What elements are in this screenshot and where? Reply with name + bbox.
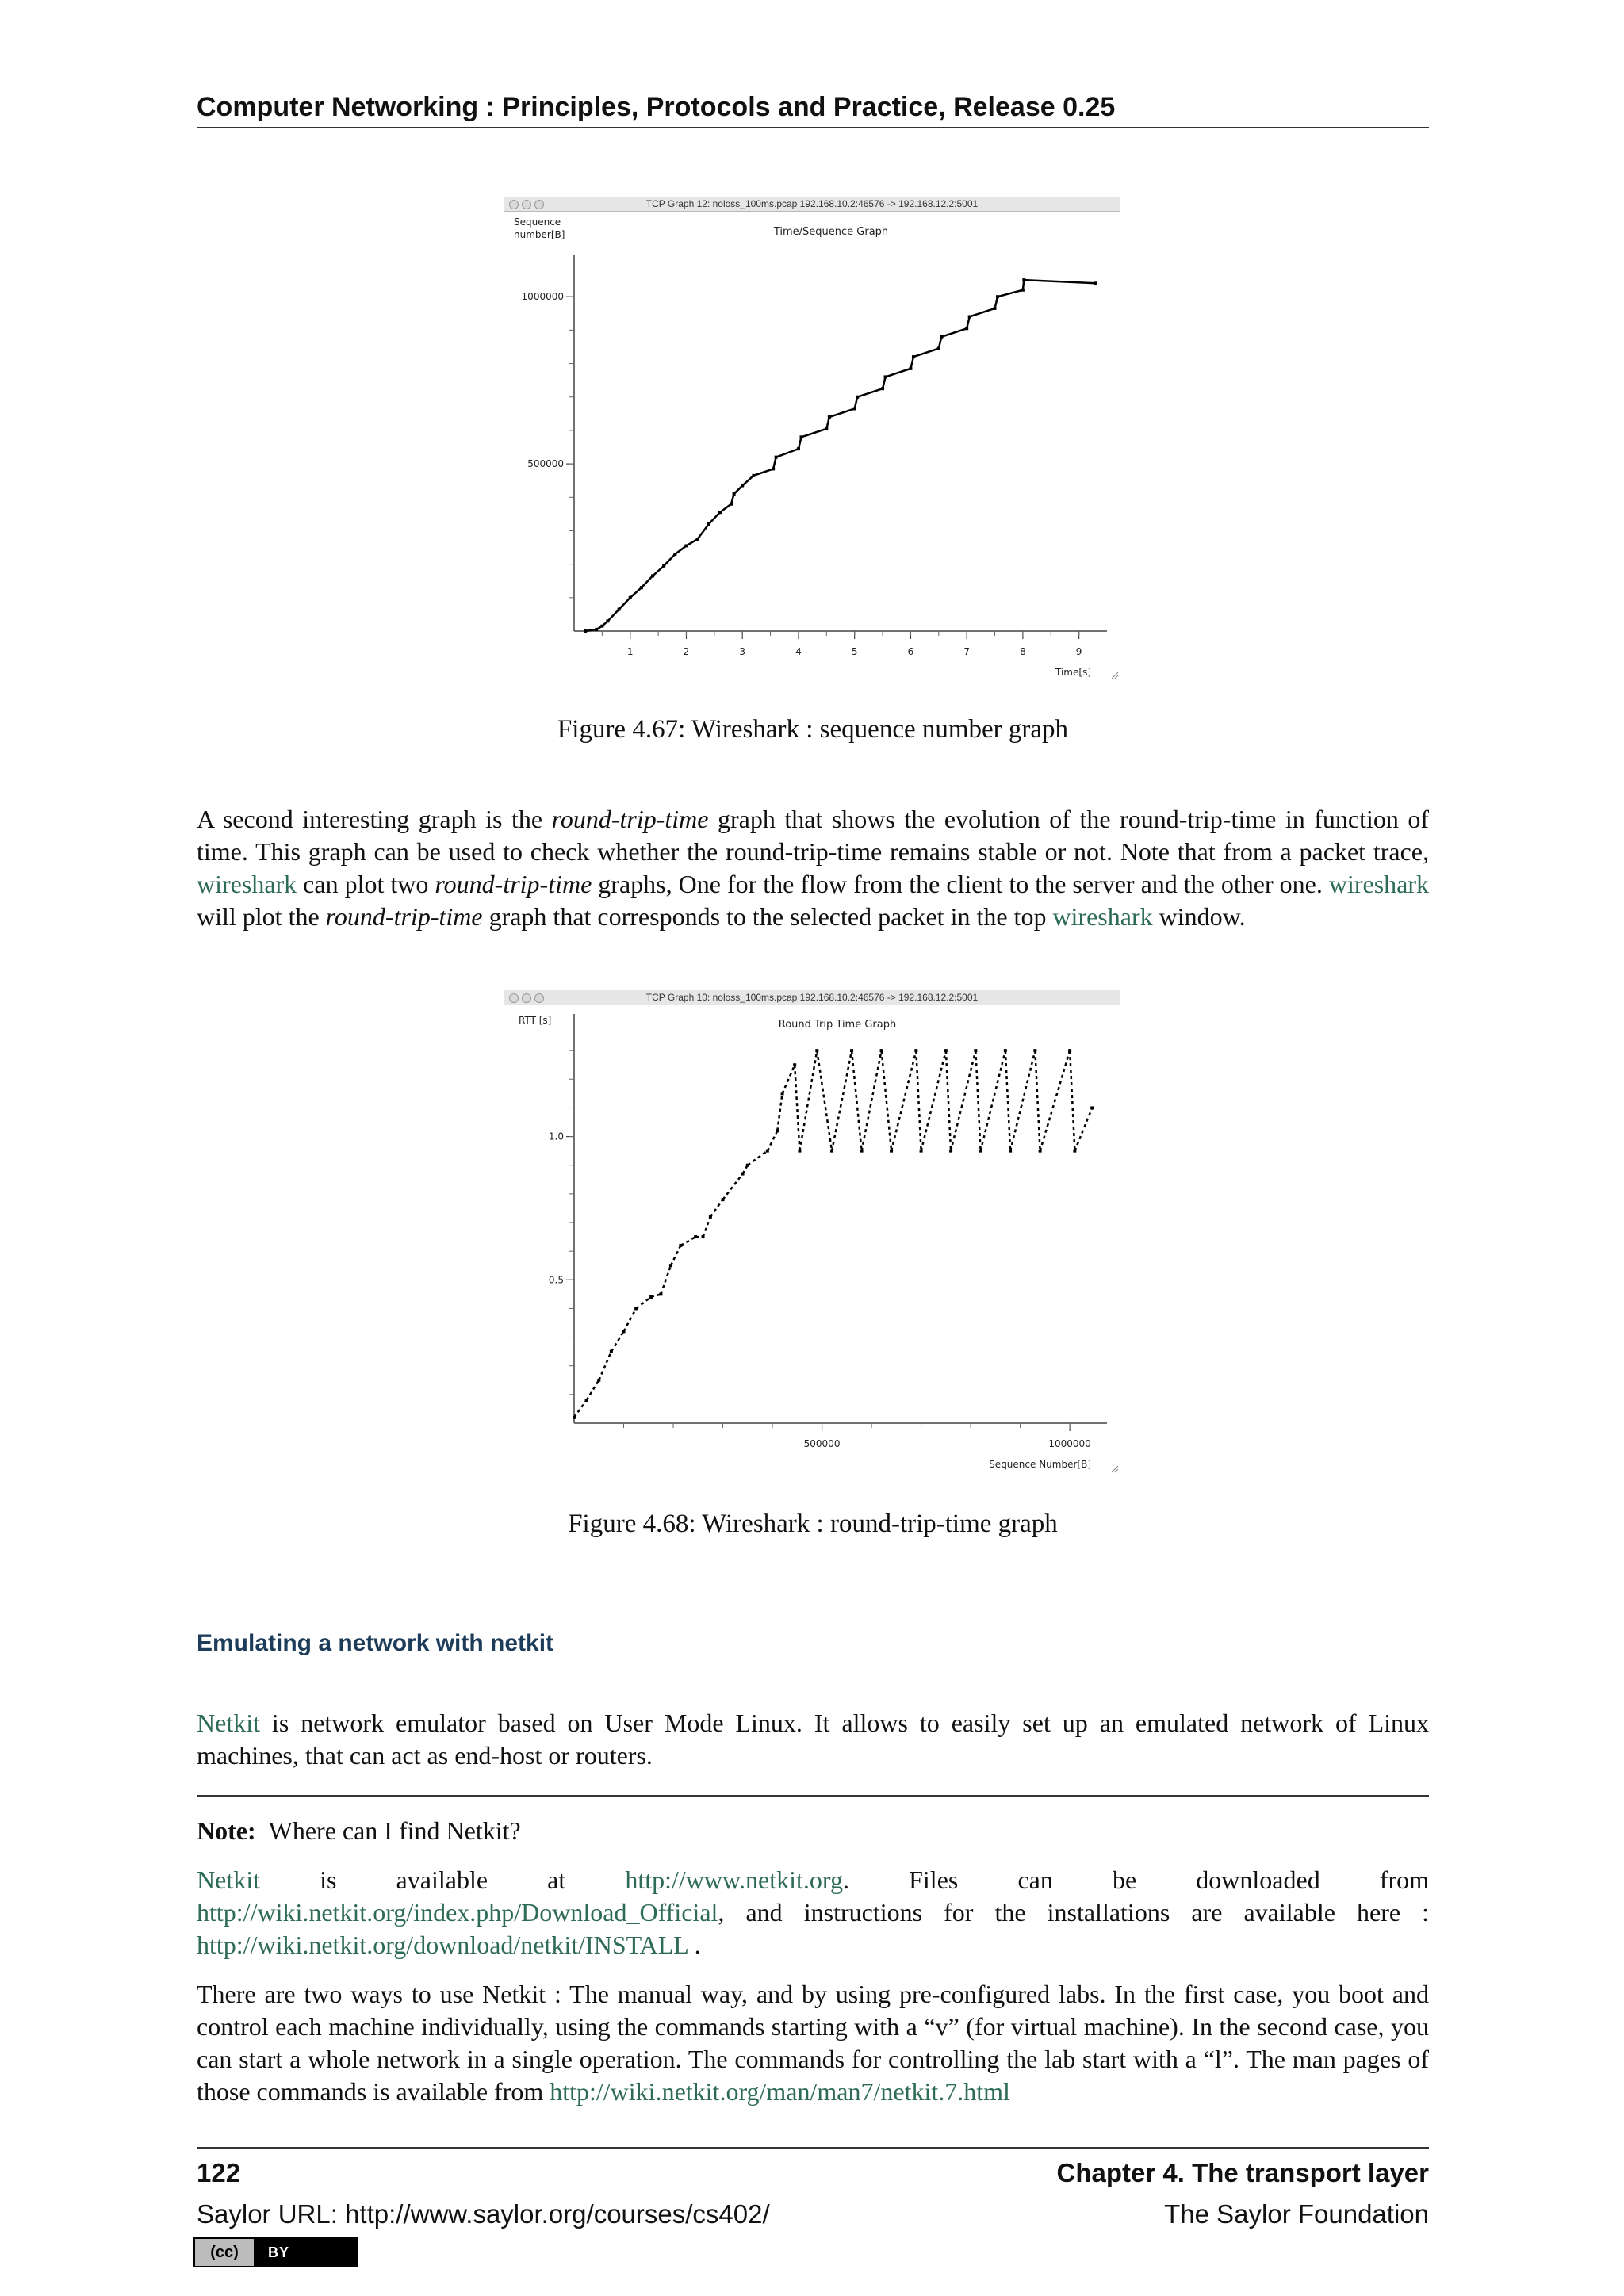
y-axis-label: Sequence [514,216,561,228]
data-segment [855,397,858,409]
netkit-man-link[interactable]: http://wiki.netkit.org/man/man7/netkit.7.html [550,2077,1010,2106]
x-tick-label: 9 [1075,646,1082,657]
data-segment [611,1331,624,1351]
data-segment [574,1400,587,1418]
data-segment [852,1050,862,1151]
data-segment [1023,280,1024,290]
data-segment [1040,1050,1071,1151]
data-segment [624,1308,637,1331]
resize-grip-icon [1112,1466,1118,1472]
data-segment [607,610,619,622]
note-body-1 [197,1864,1429,1961]
wireshark-link[interactable]: wireshark [1052,902,1153,931]
y-axis-label: RTT [s] [519,1015,552,1026]
text: is network emulator based on User Mode Linux. It allows to easily set up an emulated network of Linux machines, that can act as end-host or routers. [197,1709,1429,1770]
data-segment [661,1265,671,1294]
note-heading [197,1815,1429,1847]
term-rtt: round-trip-time [551,805,709,833]
x-tick-label: 7 [963,646,970,657]
x-axis-label: Sequence Number[B] [989,1459,1091,1470]
data-segment [883,377,886,388]
figure2-caption: Figure 4.68: Wireshark : round-trip-time graph [568,1510,1058,1538]
footer-rule [197,2147,1429,2149]
netkit-download-link[interactable]: http://wiki.netkit.org/index.php/Download_Official [197,1898,718,1927]
foundation-name: The Saylor Foundation [1164,2199,1429,2229]
netkit-paragraph [197,1707,1429,1772]
data-segment [829,408,855,417]
data-segment [939,337,942,349]
netkit-link[interactable]: Netkit [197,1866,260,1894]
data-segment [1010,1050,1035,1151]
term-rtt: round-trip-time [435,870,592,898]
data-segment [799,437,802,449]
data-segment [587,1380,599,1400]
y-tick-label: 1.0 [548,1131,564,1142]
data-segment [832,1050,852,1151]
data-segment [941,328,967,337]
data-segment [891,1050,916,1151]
data-segment [1024,280,1096,283]
figure1-caption: Figure 4.67: Wireshark : sequence number graph [557,715,1069,744]
data-segment [599,1352,611,1380]
page-number: 122 [197,2158,241,2187]
data-segment [951,1050,975,1151]
saylor-url: Saylor URL: http://www.saylor.org/courses/cs402/ [197,2199,770,2229]
text: . [688,1931,701,1959]
text: graphs, One for the flow from the client to the server and the other one. [592,870,1329,898]
data-segment [596,626,602,629]
data-segment [981,1050,1005,1151]
resize-grip-icon [1112,672,1118,679]
x-tick-label: 2 [683,646,690,657]
data-segment [680,1237,695,1246]
note-title: Where can I find Netkit? [268,1816,521,1845]
x-axis-label: Time[s] [1055,667,1091,678]
netkit-link[interactable]: Netkit [197,1709,260,1737]
netkit-install-link[interactable]: http://wiki.netkit.org/download/netkit/INSTALL [197,1931,688,1959]
data-segment [783,1065,795,1093]
header-rule [197,127,1429,128]
data-segment [686,539,697,545]
text: will plot the [197,902,326,931]
data-segment [970,308,995,317]
y-tick-label: 0.5 [548,1274,564,1286]
section-title: Emulating a network with netkit [197,1630,554,1656]
note-top-rule [197,1795,1429,1797]
data-segment [671,1246,681,1265]
data-segment [675,545,686,554]
data-segment [630,587,642,598]
netkit-home-link[interactable]: http://www.netkit.org [625,1866,843,1894]
by-label: BY [254,2239,357,2266]
data-segment [742,476,753,486]
cc-by-license-badge [193,2237,358,2267]
data-segment [723,1174,743,1200]
chart-title: Time/Sequence Graph [773,226,889,238]
wireshark-link[interactable]: wireshark [1328,870,1430,898]
data-segment [768,1131,778,1150]
chapter-title: Chapter 4. The transport layer [1056,2158,1429,2187]
data-segment [826,417,829,429]
data-segment [653,566,664,576]
y-axis-label: number[B] [514,229,565,240]
data-segment [801,429,826,438]
x-tick-label: 8 [1020,646,1026,657]
figure1-window-bar [504,197,1120,212]
data-segment [799,1050,817,1151]
data-segment [975,1050,980,1151]
text: There are two ways to use Netkit : The manual way, and by using pre-configured labs. In the first case, you boot and control each machine individually, using the commands starting with a “v” (for virtual machine). In the second case, you can start a whole network in a single operation. The commands for controlling the lab start with a “l”. The man pages of those commands is available from [197,1980,1429,2106]
round-trip-time-graph [504,1004,1120,1480]
running-header: Computer Networking : Principles, Protocols and Practice, Release 0.25 [197,92,1116,122]
wireshark-link[interactable]: wireshark [197,870,297,898]
data-segment [777,1093,782,1131]
sequence-number-graph [504,211,1120,687]
text: can plot two [297,870,435,898]
data-segment [946,1050,951,1151]
data-segment [664,554,675,566]
x-tick-label: 5 [851,646,858,657]
data-segment [602,621,607,626]
data-segment [773,457,776,469]
text: . Files can be downloaded from [843,1866,1429,1894]
data-segment [731,494,734,504]
data-segment [1035,1050,1040,1151]
figure1-window-title: TCP Graph 12: noloss_100ms.pcap 192.168.10.2:46576 -> 192.168.12.2:5001 [645,198,979,209]
text: graph that corresponds to the selected packet in the top [482,902,1053,931]
data-segment [720,504,731,513]
data-segment [743,1165,748,1174]
data-segment [642,576,653,587]
text: A second interesting graph is the [197,805,552,833]
cc-icon: (cc) [195,2239,254,2266]
data-segment [753,469,773,475]
x-tick-label: 4 [795,646,802,657]
text: graph that shows the evolution of the round-trip-time in function of time. This graph can be used to check whether the round-trip-time remains stable or not. Note that from a packet trace, [197,805,1430,866]
data-segment [734,486,743,495]
data-segment [619,598,630,610]
x-tick-label: 6 [907,646,914,657]
data-segment [921,1050,946,1151]
data-segment [776,449,799,457]
x-tick-label: 3 [739,646,746,657]
text: window. [1152,902,1246,931]
data-segment [710,1200,723,1217]
figure2-window-bar [504,990,1120,1005]
text: , and instructions for the installations are available here : [718,1898,1429,1927]
data-segment [916,1050,921,1151]
data-segment [709,512,720,524]
term-rtt: round-trip-time [325,902,483,931]
data-segment [998,290,1023,297]
x-tick-label: 1000000 [1048,1438,1091,1449]
text: is available at [259,1866,626,1894]
data-segment [703,1217,710,1237]
data-segment [651,1294,661,1297]
y-tick-label: 500000 [527,458,564,470]
data-segment [995,297,998,308]
data-segment [886,369,911,377]
data-segment [748,1151,768,1165]
chart-title: Round Trip Time Graph [778,1019,897,1031]
data-segment [817,1050,832,1151]
data-segment [698,524,709,539]
data-segment [967,316,970,328]
data-segment [1070,1050,1074,1151]
x-tick-label: 500000 [803,1438,841,1449]
data-segment [795,1065,799,1150]
data-segment [857,388,883,397]
data-segment [882,1050,892,1151]
data-segment [914,349,939,358]
data-segment [636,1297,651,1308]
rtt-paragraph [197,803,1429,933]
x-tick-label: 1 [626,646,634,657]
figure2-window-title: TCP Graph 10: noloss_100ms.pcap 192.168.10.2:46576 -> 192.168.12.2:5001 [645,992,979,1003]
data-segment [910,357,914,369]
data-segment [1005,1050,1010,1151]
data-segment [862,1050,882,1151]
note-body-2 [197,1978,1429,2108]
y-tick-label: 1000000 [521,291,564,303]
note-label: Note: [197,1816,256,1845]
data-segment [1074,1108,1092,1150]
